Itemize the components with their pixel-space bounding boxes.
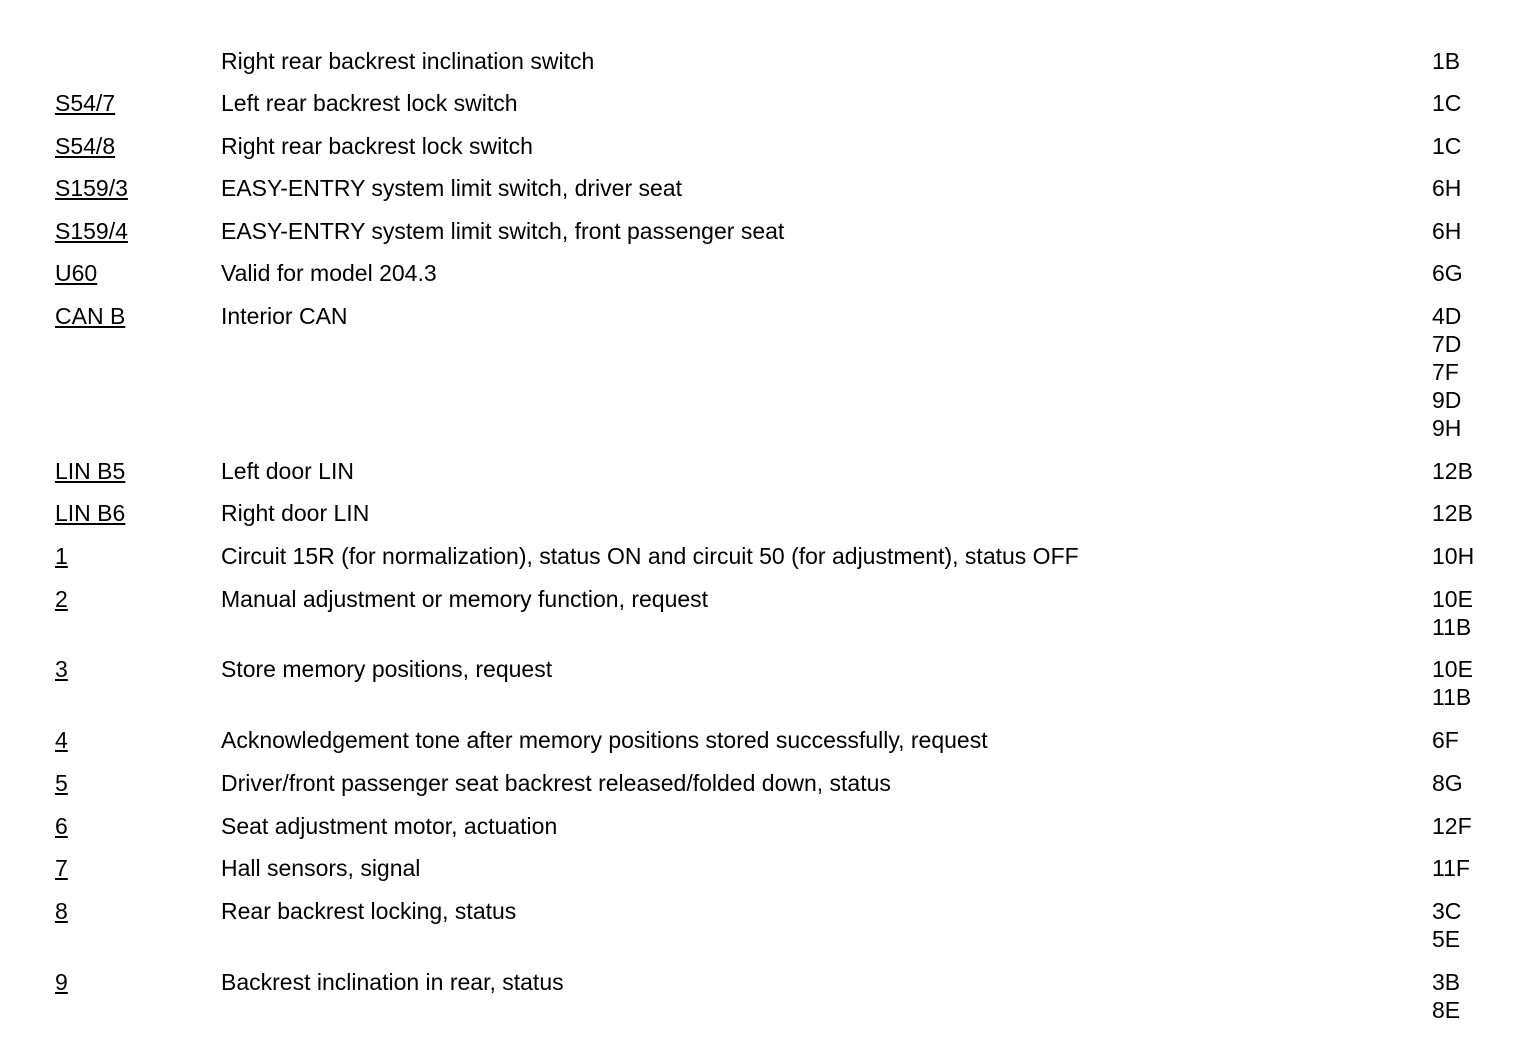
legend-description: EASY-ENTRY system limit switch, driver seat: [221, 175, 682, 201]
legend-ref: 12B: [1432, 458, 1473, 484]
legend-ref: 10E: [1432, 586, 1473, 612]
legend-row: [0, 542, 1536, 570]
legend-ref: 7F: [1432, 359, 1459, 385]
legend-refs: [1432, 585, 1522, 641]
legend-row: [0, 897, 1536, 953]
legend-description: Hall sensors, signal: [221, 855, 421, 881]
legend-ref: 11B: [1432, 684, 1472, 710]
legend-ref: 9D: [1432, 387, 1462, 413]
legend-description: Seat adjustment motor, actuation: [221, 813, 558, 839]
legend-refs: [1432, 897, 1522, 953]
legend-refs: [1432, 457, 1522, 485]
legend-row: [0, 655, 1536, 711]
legend-code-link[interactable]: LIN B6: [55, 500, 126, 526]
legend-code-link[interactable]: S159/4: [55, 218, 128, 244]
legend-code-link[interactable]: 6: [55, 813, 68, 839]
legend-description: Left door LIN: [221, 458, 354, 484]
legend-description: Acknowledgement tone after memory positions stored successfully, request: [221, 727, 988, 753]
legend-row: [0, 47, 1536, 75]
legend-code-link[interactable]: 7: [55, 855, 68, 881]
legend-ref: 10H: [1432, 543, 1475, 569]
legend-description: Left rear backrest lock switch: [221, 90, 518, 116]
legend-row: [0, 769, 1536, 797]
legend-ref: 12F: [1432, 813, 1472, 839]
legend-ref: 6H: [1432, 175, 1462, 201]
legend-ref: 6F: [1432, 727, 1459, 753]
legend-refs: [1432, 47, 1522, 75]
legend-ref: 6H: [1432, 218, 1462, 244]
legend-description: Store memory positions, request: [221, 656, 553, 682]
legend-description: Driver/front passenger seat backrest released/folded down, status: [221, 770, 891, 796]
legend-refs: [1432, 302, 1522, 442]
legend-row: [0, 302, 1536, 442]
legend-description: EASY-ENTRY system limit switch, front passenger seat: [221, 218, 785, 244]
legend-code-link[interactable]: 4: [55, 727, 68, 753]
legend-ref: 9H: [1432, 415, 1462, 441]
legend-refs: [1432, 499, 1522, 527]
legend-description: Manual adjustment or memory function, request: [221, 586, 709, 612]
legend-ref: 11B: [1432, 614, 1472, 640]
legend-description: Valid for model 204.3: [221, 260, 437, 286]
legend-row: [0, 854, 1536, 882]
legend-ref: 6G: [1432, 260, 1463, 286]
legend-code-link[interactable]: 9: [55, 969, 68, 995]
legend-code-link[interactable]: 3: [55, 656, 68, 682]
legend-description: Rear backrest locking, status: [221, 898, 517, 924]
legend-code-link[interactable]: S159/3: [55, 175, 128, 201]
legend-ref: 7D: [1432, 331, 1462, 357]
legend-row: [0, 259, 1536, 287]
legend-ref: 4D: [1432, 303, 1462, 329]
legend-description: Right rear backrest inclination switch: [221, 48, 595, 74]
legend-row: [0, 812, 1536, 840]
legend-description: Right rear backrest lock switch: [221, 133, 533, 159]
legend-refs: [1432, 769, 1522, 797]
legend-row: [0, 499, 1536, 527]
legend-ref: 8E: [1432, 997, 1461, 1023]
legend-description: Backrest inclination in rear, status: [221, 969, 564, 995]
legend-table: [0, 47, 1536, 1024]
legend-ref: 3C: [1432, 898, 1462, 924]
legend-refs: [1432, 259, 1522, 287]
legend-description: Circuit 15R (for normalization), status ON and circuit 50 (for adjustment), status OFF: [221, 543, 1079, 569]
legend-row: [0, 968, 1536, 1024]
legend-row: [0, 585, 1536, 641]
legend-refs: [1432, 854, 1522, 882]
legend-code-link[interactable]: 8: [55, 898, 68, 924]
legend-refs: [1432, 89, 1522, 117]
legend-code-link[interactable]: U60: [55, 260, 98, 286]
legend-code-link[interactable]: 5: [55, 770, 68, 796]
legend-ref: 1B: [1432, 48, 1461, 74]
legend-ref: 8G: [1432, 770, 1463, 796]
legend-row: [0, 726, 1536, 754]
legend-ref: 5E: [1432, 926, 1461, 952]
legend-description: Interior CAN: [221, 303, 348, 329]
legend-row: [0, 89, 1536, 117]
legend-refs: [1432, 542, 1522, 570]
legend-code-link[interactable]: 2: [55, 586, 68, 612]
legend-refs: [1432, 812, 1522, 840]
legend-ref: 11F: [1432, 855, 1470, 881]
legend-ref: 1C: [1432, 90, 1462, 116]
legend-refs: [1432, 174, 1522, 202]
legend-code-link[interactable]: LIN B5: [55, 458, 126, 484]
legend-refs: [1432, 968, 1522, 1024]
legend-ref: 12B: [1432, 500, 1473, 526]
legend-refs: [1432, 726, 1522, 754]
legend-code-link[interactable]: S54/8: [55, 133, 116, 159]
legend-ref: 1C: [1432, 133, 1462, 159]
legend-refs: [1432, 132, 1522, 160]
legend-ref: 10E: [1432, 656, 1473, 682]
legend-refs: [1432, 655, 1522, 711]
legend-refs: [1432, 217, 1522, 245]
legend-row: [0, 217, 1536, 245]
legend-ref: 3B: [1432, 969, 1461, 995]
legend-code-link[interactable]: CAN B: [55, 303, 126, 329]
legend-description: Right door LIN: [221, 500, 370, 526]
legend-code-link[interactable]: 1: [55, 543, 68, 569]
legend-code-link[interactable]: S54/7: [55, 90, 116, 116]
legend-row: [0, 457, 1536, 485]
legend-row: [0, 174, 1536, 202]
legend-row: [0, 132, 1536, 160]
